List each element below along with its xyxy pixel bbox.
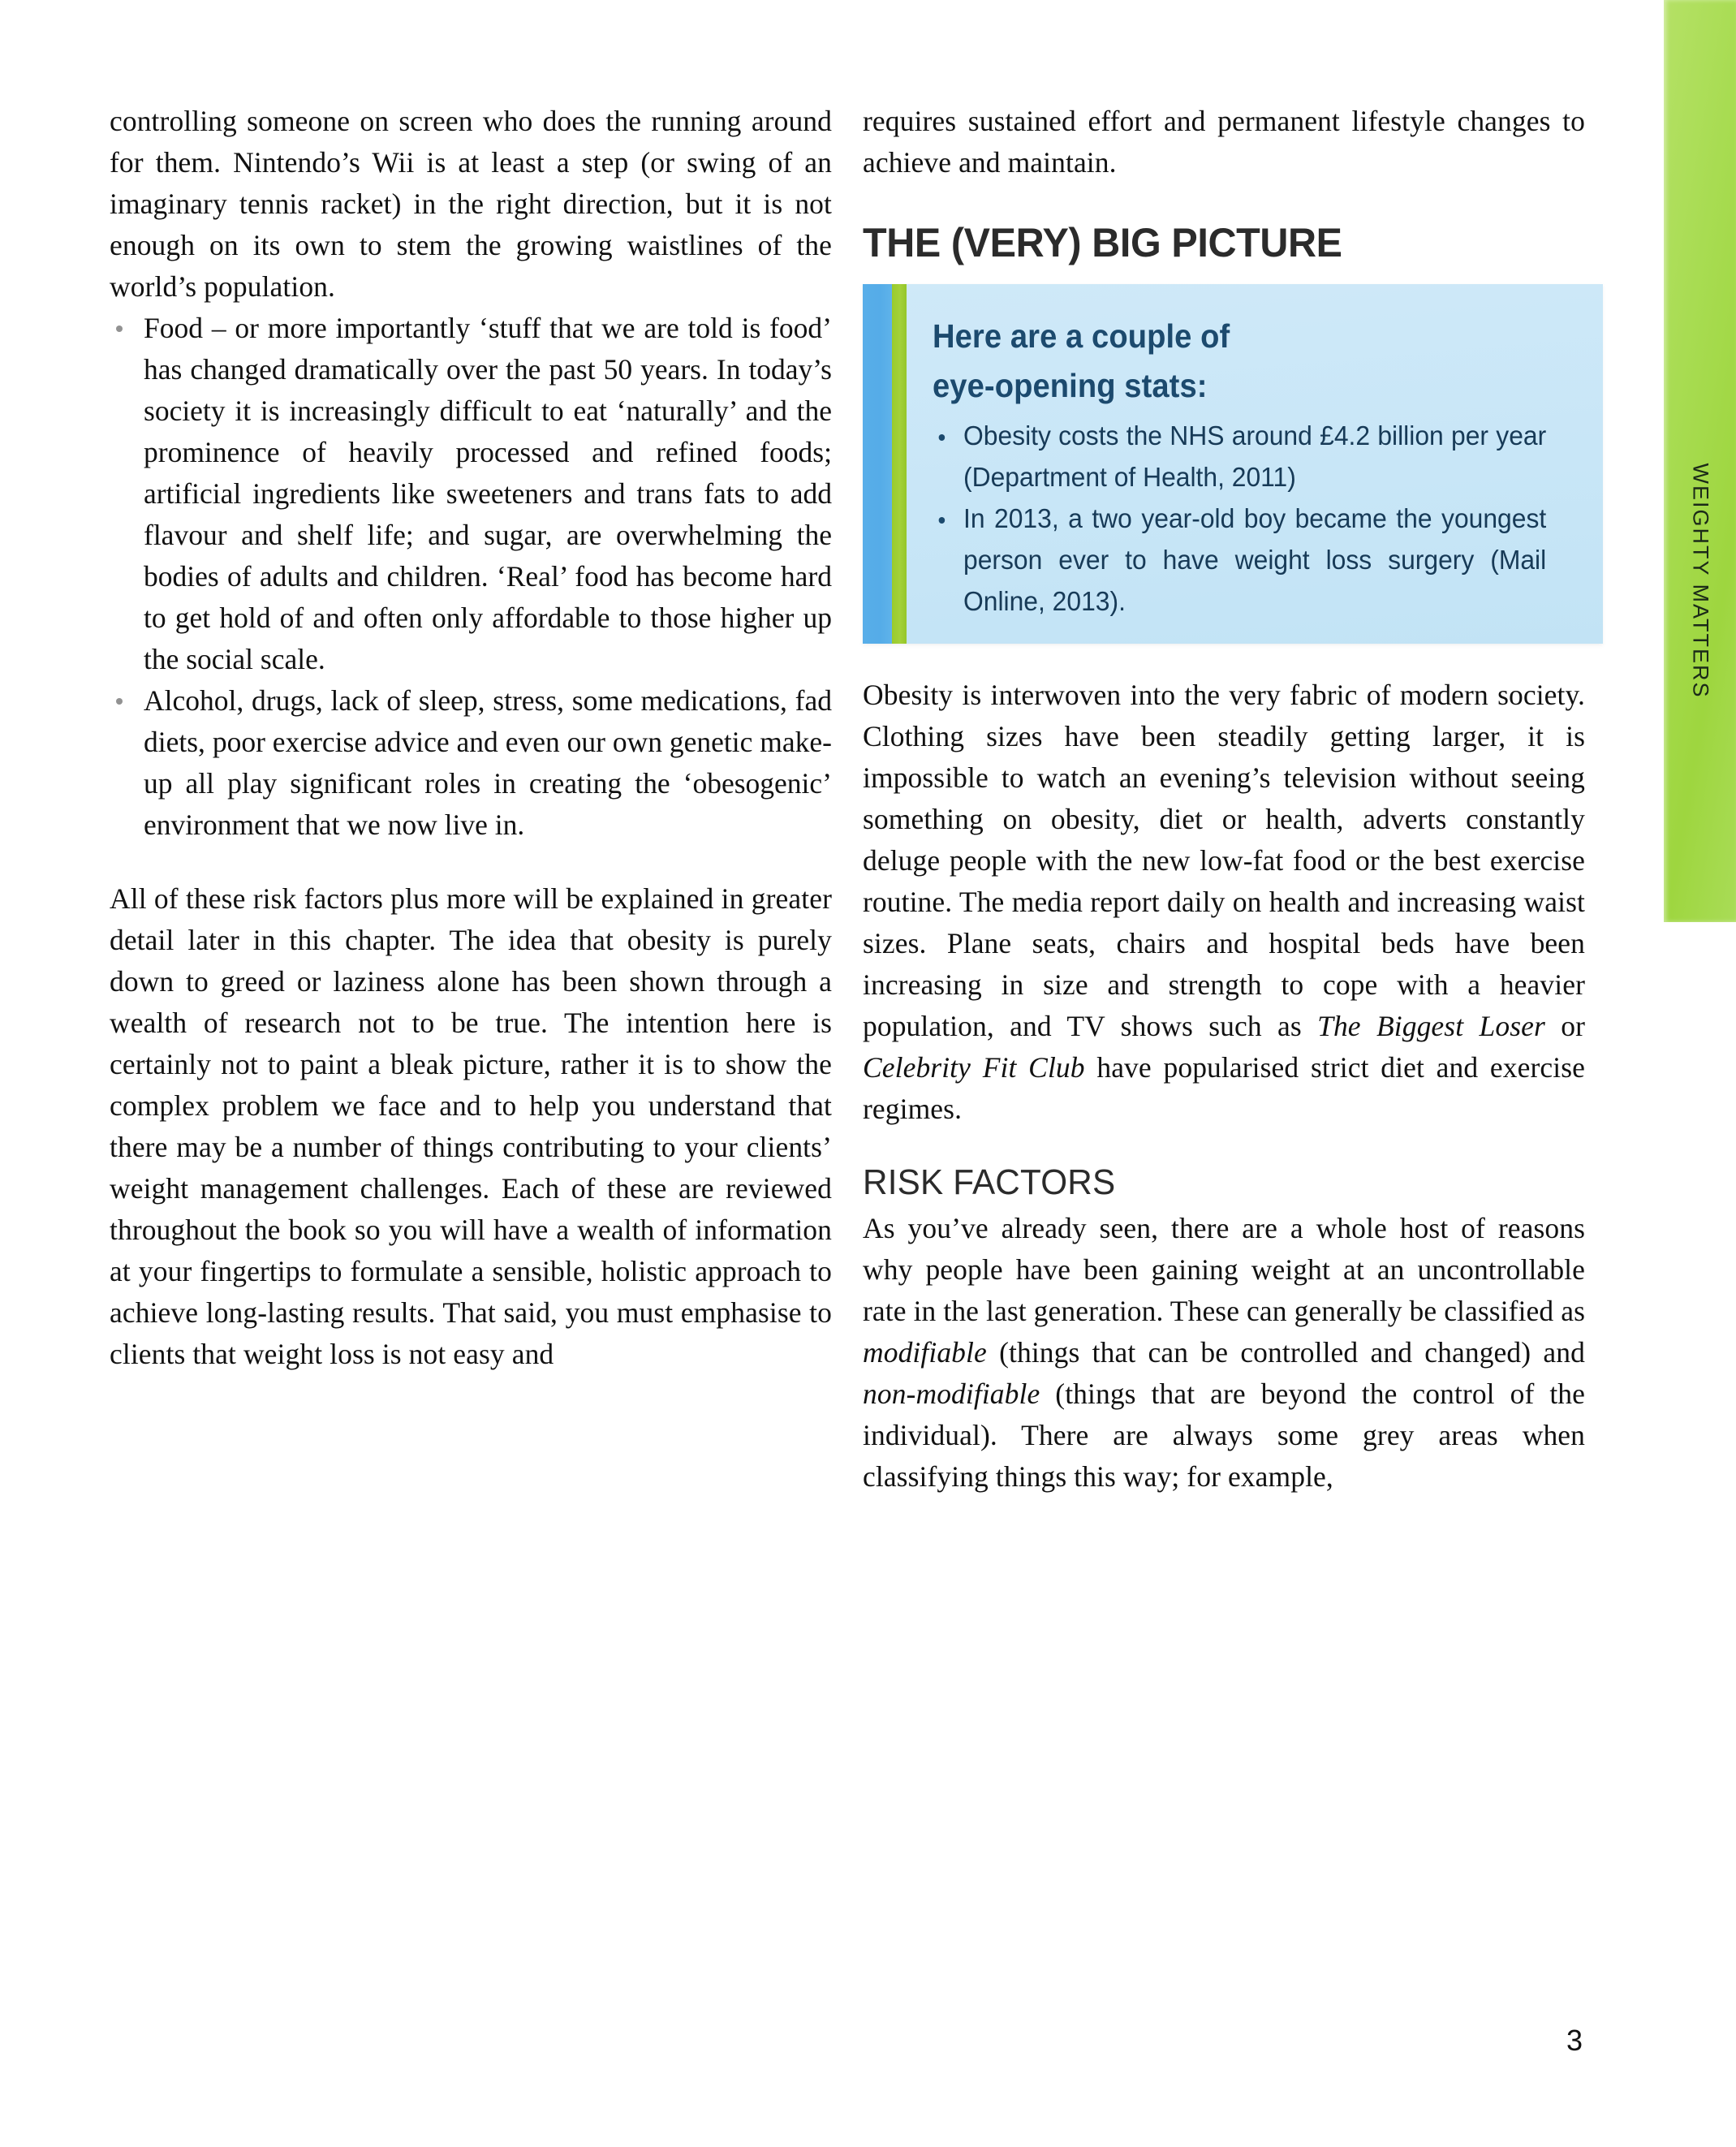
list-item	[110, 308, 832, 680]
section-heading-big-picture: THE (VERY) BIG PICTURE	[863, 220, 1342, 265]
chapter-side-tab-label: WEIGHTY MATTERS	[1688, 463, 1712, 699]
paragraph-text-run: (things that can be controlled and changed) and	[986, 1336, 1585, 1369]
chapter-side-tab	[1664, 0, 1736, 922]
list-item	[933, 416, 1546, 498]
term-non-modifiable: non-modifiable	[863, 1377, 1040, 1410]
paragraph-text-run: or	[1544, 1010, 1585, 1042]
callout-title	[933, 312, 1533, 411]
risk-factors-paragraph	[863, 1208, 1585, 1498]
paragraph-text-run: As you’ve already seen, there are a whole host of reasons why people have been gaining weight at an uncontrollable rate in the last generation. These can generally be classified as	[863, 1212, 1586, 1327]
paragraph-text-run: Obesity is interwoven into the very fabric of modern society. Clothing sizes have been steadily getting larger, it is impossible to watch an evening’s television without seeing something on obesity, diet or health, adverts constantly deluge people with the new low-fat food or the best exercise routine. The media report daily on health and increasing waist sizes. Plane seats, chairs and hospital beds have been increasing in size and strength to cope with a heavier population, and TV shows such as	[863, 679, 1585, 1042]
tv-show-title-biggest-loser: The Biggest Loser	[1317, 1010, 1545, 1042]
left-text-column	[110, 101, 832, 1375]
bullet-dot-icon	[939, 434, 946, 441]
stats-callout-box	[863, 284, 1603, 644]
right-text-column	[863, 101, 1585, 1498]
callout-green-accent-bar	[892, 284, 907, 644]
paragraph-text-run: (things that are beyond the control of the individual). There are always some grey areas when classifying things this way; for example,	[863, 1377, 1585, 1493]
list-item-text: In 2013, a two year-old boy became the youngest person ever to have weight loss surgery (Mail Online, 2013).	[963, 504, 1547, 617]
callout-title-line-1: Here are a couple of	[933, 317, 1230, 355]
list-item	[933, 498, 1546, 623]
callout-blue-accent-bar	[863, 284, 892, 644]
risk-factor-bullet-list	[110, 308, 832, 846]
paragraph-text-run: have popularised strict diet and exercise regimes.	[863, 1051, 1585, 1125]
section-heading-risk-factors: RISK FACTORS	[863, 1162, 1116, 1202]
tv-show-title-celebrity-fit-club: Celebrity Fit Club	[863, 1051, 1085, 1084]
list-item-text: Food – or more importantly ‘stuff that we are told is food’ has changed dramatically over the past 50 years. In today’s society it is increasingly difficult to eat ‘naturally’ and the prominence of heavily processed and refined foods; artificial ingredients like sweeteners and trans fats to add flavour and shelf life; and sugar, are overwhelming the bodies of adults and children. ‘Real’ food has become hard to get hold of and often only affordable to those higher up the social scale.	[144, 312, 832, 675]
list-item	[110, 680, 832, 846]
callout-stats-list	[933, 416, 1579, 623]
callout-title-line-2: eye-opening stats:	[933, 367, 1208, 404]
list-item-text: Obesity costs the NHS around £4.2 billion per year (Department of Health, 2011)	[963, 421, 1547, 493]
obesity-society-paragraph	[863, 675, 1585, 1130]
list-item-text: Alcohol, drugs, lack of sleep, stress, some medications, fad diets, poor exercise advice and even our own genetic make-up all play significant roles in creating the ‘obesogenic’ environment that we now live in.	[144, 684, 832, 841]
bullet-dot-icon	[939, 517, 946, 524]
left-main-paragraph: All of these risk factors plus more will be explained in greater detail later in this chapter. The idea that obesity is purely down to greed or laziness alone has been shown through a wealth of research not to be true. The intention here is certainly not to paint a bleak picture, rather it is to show the complex problem we face and to help you understand that there may be a number of things contributing to your clients’ weight management challenges. Each of these are reviewed throughout the book so you will have a wealth of information at your fingertips to formulate a sensible, holistic approach to achieve long-lasting results. That said, you must emphasise to clients that weight loss is not easy and	[110, 882, 832, 1370]
term-modifiable: modifiable	[863, 1336, 987, 1369]
right-continued-paragraph: requires sustained effort and permanent lifestyle changes to achieve and maintain.	[863, 105, 1585, 179]
left-continued-paragraph: controlling someone on screen who does the running around for them. Nintendo’s Wii is at least a step (or swing of an imaginary tennis racket) in the right direction, but it is not enough on its own to stem the growing waistlines of the world’s population.	[110, 105, 832, 303]
bullet-dot-icon	[116, 325, 123, 332]
bullet-dot-icon	[116, 698, 123, 705]
page-number: 3	[1566, 2024, 1583, 2057]
